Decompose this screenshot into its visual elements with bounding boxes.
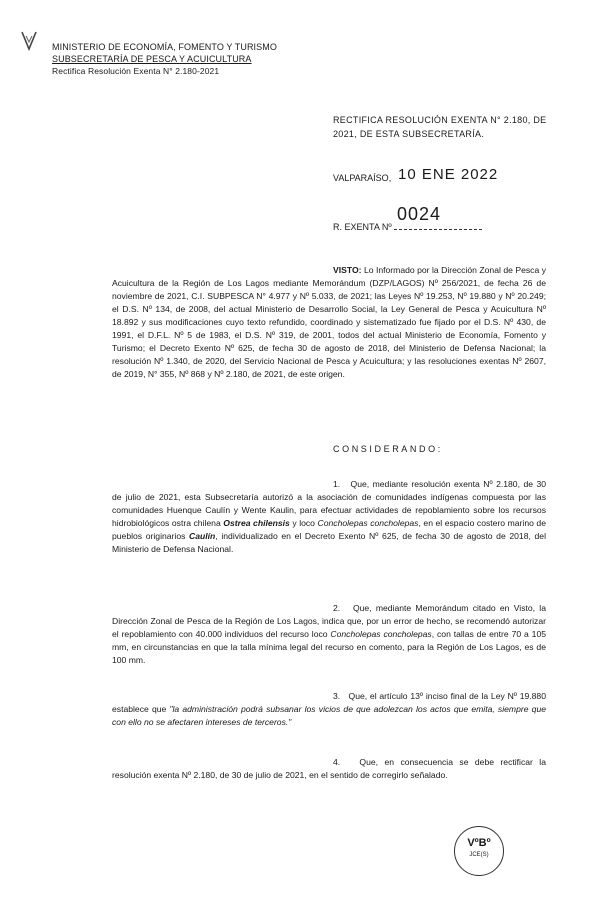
visto-text: Lo Informado por la Dirección Zonal de Pesca y Acuicultura de la Región de Los Lagos mediante Memorándum (DZP/LAGOS) Nº 256/2021, de fecha 26 de noviembre de 2021, C.I. SUBPESCA N° 4.977 y Nº 5.033, de 2021; las Leyes Nº 19.253, Nº 19.880 y Nº 20.249; el D.S. Nº 134, de 2008, del actual Ministerio de Desarrollo Social, la Ley General de Pesca y Acuicultura Nº 18.892 y sus modificaciones cuyo texto refundido, coordinado y sistematizado fue fijado por el D.S. Nº 430, de 1991, el D.F.L. Nº 5 de 1983, el D.S. Nº 319, de 2001, todos del actual Ministerio de Economía, Fomento y Turismo; el Decreto Exento Nº 625, de fecha 30 de agosto de 2018, del Ministerio de Defensa Nacional; la resolución Nº 1.340, de 2020, del Servicio Nacional de Pesca y Acuicultura; y las resoluciones exentas Nº 2607, de 2019, N° 355, Nº 868 y Nº 2.180, de 2021, de este origen. [112, 265, 546, 379]
paragraph-2 [112, 602, 546, 667]
paragraph-lead: Que, en consecuencia se debe rectificar la [359, 757, 546, 767]
date-stamp: 10 ENE 2022 [398, 166, 499, 183]
paragraph-text: Visto, la Dirección Zonal de Pesca de la Región de Los Lagos, indica que, por un error de hecho, se recomendó autorizar el repoblamiento con 40.000 individuos del recurso loco [112, 603, 546, 639]
resolution-number-line [394, 229, 482, 230]
visto-paragraph [112, 264, 546, 381]
paragraph-lead: Que, mediante resolución exenta Nº 2.180, [350, 479, 520, 489]
quoted-text: "la administración podrá subsanar los vicios de que adolezcan los actos que emita, siempre que con ello no se afectaren intereses de terceros." [112, 704, 547, 727]
paragraph-4 [112, 756, 546, 782]
reference-line: Rectifica Resolución Exenta N° 2.180-2021 [52, 66, 220, 76]
header-block [52, 41, 277, 77]
considerando-title: CONSIDERANDO: [333, 444, 443, 454]
paragraph-lead: Que, mediante Memorándum citado en [352, 603, 510, 613]
paragraph-text: y loco [289, 518, 318, 528]
stamp-subtext: JCE(S) [469, 852, 489, 858]
ministry-name: MINISTERIO DE ECONOMÍA, FOMENTO Y TURISMO [52, 42, 277, 52]
paragraph-text: , con tallas de entre 70 a 105 mm, en circunstancias en que la talla mínima legal del recurso en comento, para la Región de Los Lagos, es de 100 mm. [112, 629, 547, 665]
paragraph-text: 19.880 establece que [112, 691, 546, 714]
paragraph-3 [112, 690, 546, 729]
paragraph-1 [112, 478, 546, 556]
paragraph-text: de 30 de julio de 2021, esta Subsecretaría autorizó a la asociación de comunidades indígenas compuesta por las comunidades Huenque Caulín y Wente Kaulin, para efectuar actividades de repoblamiento sobre los recursos hidrobiológicos ostra chilena [112, 479, 547, 528]
visto-label: VISTO: [333, 265, 362, 275]
approval-stamp [454, 826, 504, 876]
resolution-number: 0024 [397, 204, 442, 224]
place-name: Caulín [189, 531, 216, 541]
paragraph-number: 4. [333, 757, 341, 767]
paragraph-text: , en el espacio costero marino de pueblos originarios [112, 518, 546, 541]
subject-block: RECTIFICA RESOLUCIÓN EXENTA N° 2.180, DE 2021, DE ESTA SUBSECRETARÍA. [333, 115, 547, 139]
paragraph-text: resolución exenta Nº 2.180, de 30 de julio de 2021, en el sentido de corregirlo señalado. [112, 770, 448, 780]
resolution-label-text: R. EXENTA Nº [333, 222, 392, 232]
place-label: VALPARAÍSO, [333, 173, 392, 183]
subsecretaria-name: SUBSECRETARÍA DE PESCA Y ACUICULTURA [52, 54, 252, 64]
species-name: Concholepas concholepas [317, 518, 419, 528]
paragraph-lead: Que, el artículo 13º inciso final de la Ley Nº [348, 691, 517, 701]
ministry-logo-icon [20, 30, 38, 52]
paragraph-number: 1. [333, 479, 341, 489]
species-name: Concholepas concholepas [330, 629, 432, 639]
paragraph-number: 2. [333, 603, 341, 613]
stamp-text: VºBº [467, 837, 491, 849]
paragraph-number: 3. [333, 691, 341, 701]
species-name: Ostrea chilensis [223, 518, 290, 528]
paragraph-text: , individualizado en el Decreto Exento Nº 625, de fecha 30 de agosto de 2018, del Ministerio de Defensa Nacional. [112, 531, 546, 554]
